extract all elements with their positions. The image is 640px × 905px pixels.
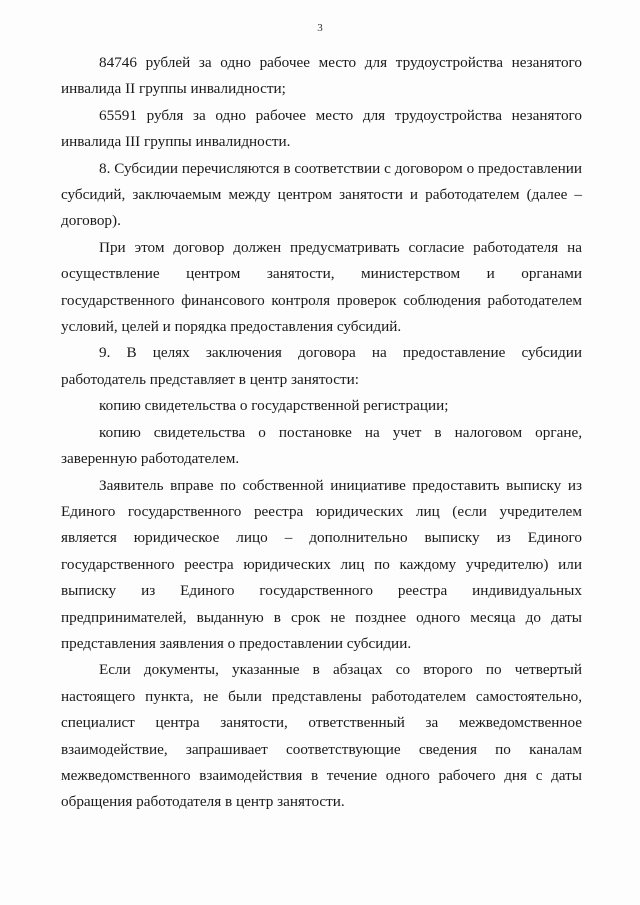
- document-body: [61, 50, 582, 816]
- paragraph-clause-8: 8. Субсидии перечисляются в соответствии с договором о предоставлении субсидий, заключаемым между центром занятости и работодателем (далее – договор).: [61, 159, 582, 230]
- paragraph-subsidy-group-2: 84746 рублей за одно рабочее место для трудоустройства незанятого инвалида II группы инвалидности;: [61, 54, 582, 98]
- paragraph-clause-9: 9. В целях заключения договора на предоставление субсидии работодатель представляет в центр занятости:: [61, 344, 582, 388]
- paragraph-tax-copy: копию свидетельства о постановке на учет в налоговом органе, заверенную работодателем.: [61, 423, 582, 468]
- paragraph-agreement-consent: При этом договор должен предусматривать согласие работодателя на осуществление центром занятости, министерством и органами государственного финансового контроля проверок соблюдения работодателем условий, целей и порядка предоставления субсидий.: [61, 238, 582, 336]
- page-number: 3: [317, 22, 323, 34]
- paragraph-registry-extract: Заявитель вправе по собственной инициативе предоставить выписку из Единого государственного реестра юридических лиц (если учредителем является юридическое лицо – дополнительно выписку из Единого государственного реестра юридических лиц по каждому учредителю) или выписку из Единого государственного реестра индивидуальных предпринимателей, выданную в срок не позднее одного месяца до даты представления заявления о предоставлении субсидии.: [61, 476, 582, 652]
- paragraph-registration-copy: копию свидетельства о государственной регистрации;: [99, 397, 449, 415]
- paragraph-subsidy-group-3: 65591 рубля за одно рабочее место для трудоустройства незанятого инвалида III группы инвалидности.: [61, 106, 582, 151]
- paragraph-interagency-request: Если документы, указанные в абзацах со второго по четвертый настоящего пункта, не были представлены работодателем самостоятельно, специалист центра занятости, ответственный за межведомственное взаимодействие, запрашивает соответствующие сведения по каналам межведомственного взаимодействия в течение одного рабочего дня с даты обращения работодателя в центр занятости.: [61, 661, 582, 811]
